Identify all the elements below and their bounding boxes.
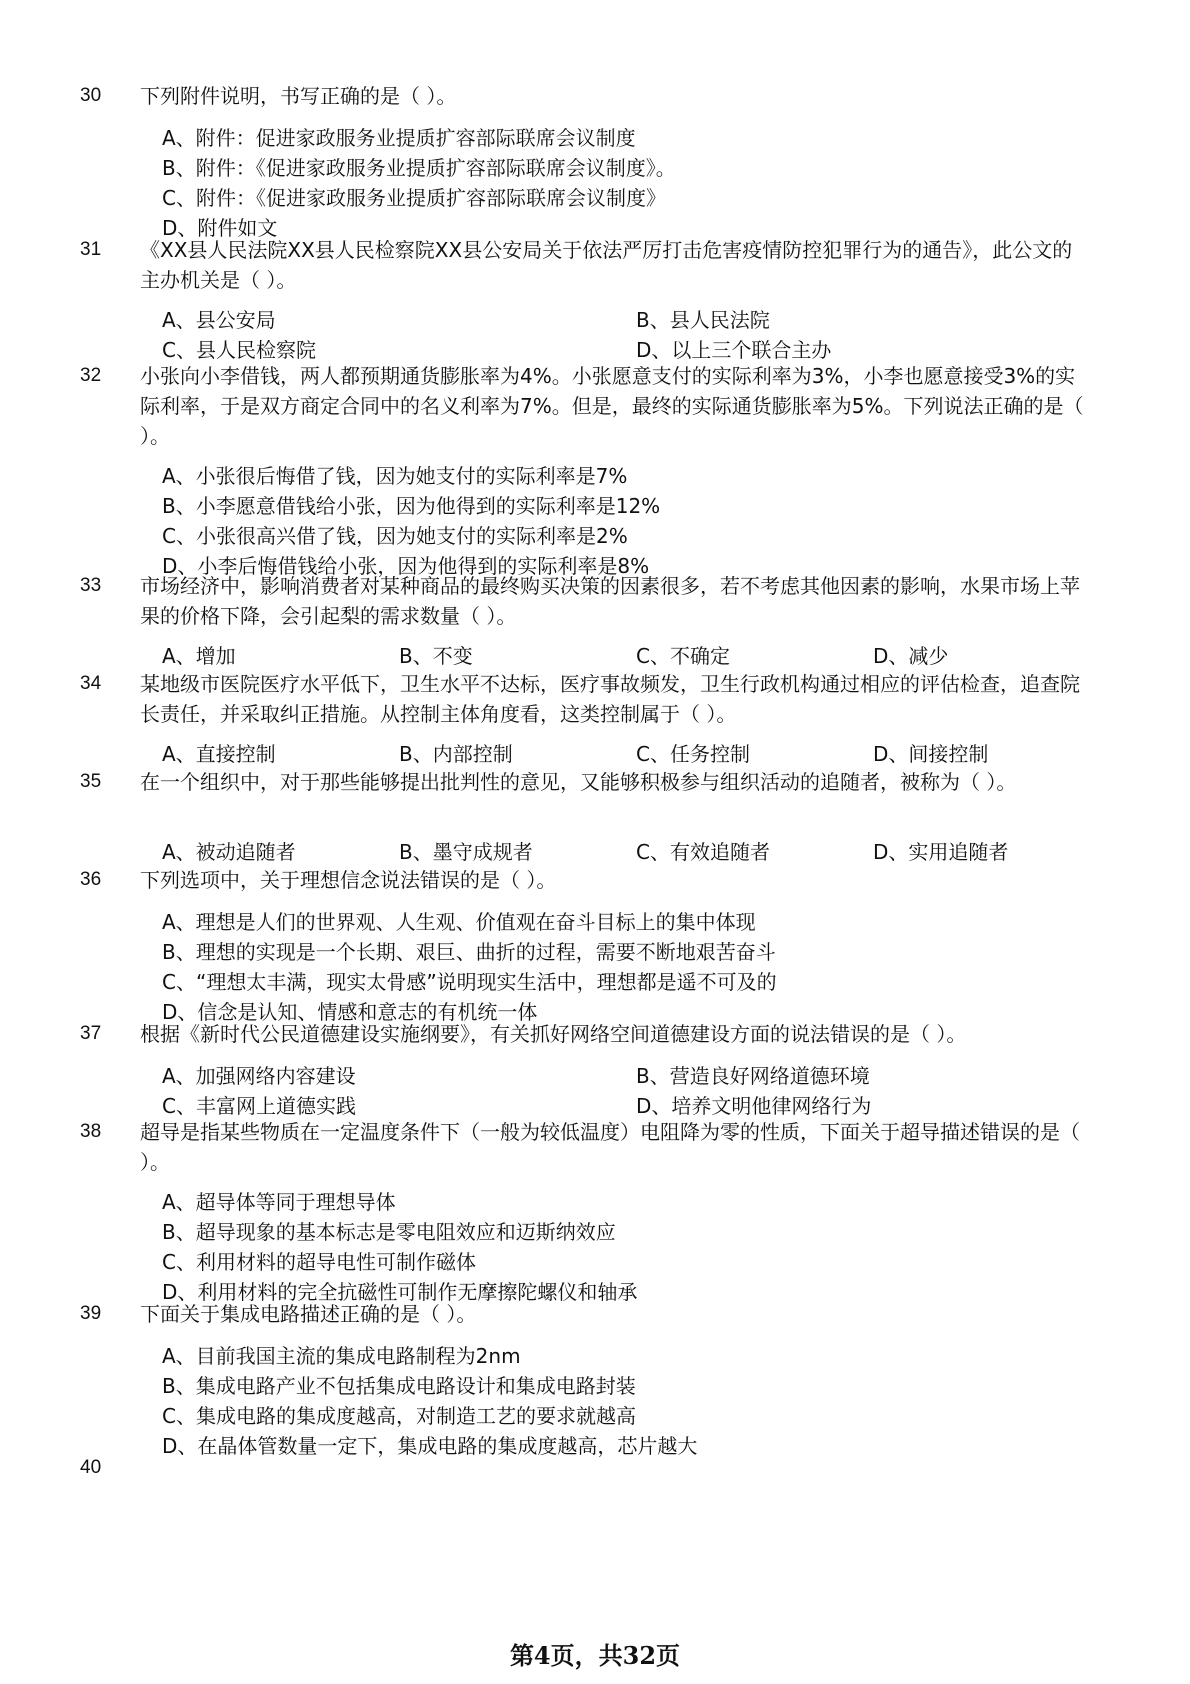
options-row [162, 739, 1122, 769]
option-b: B、集成电路产业不包括集成电路设计和集成电路封装 [162, 1374, 636, 1398]
options-row [162, 641, 1122, 671]
option-c: C、不确定 [636, 644, 730, 668]
option-b: B、不变 [399, 644, 473, 668]
option-b: B、县人民法院 [636, 308, 770, 332]
option-a: A、被动追随者 [162, 840, 296, 864]
question-number: 36 [80, 869, 102, 890]
option-a: A、目前我国主流的集成电路制程为2nm [162, 1344, 521, 1368]
page-footer: 第4页，共32页 [509, 1641, 681, 1670]
option-d: D、减少 [873, 644, 949, 668]
option-b: B、超导现象的基本标志是零电阻效应和迈斯纳效应 [162, 1220, 616, 1244]
question-stem: 下列附件说明，书写正确的是（ ）。 [140, 84, 457, 108]
options-grid [162, 305, 1122, 365]
options-row [162, 837, 1122, 867]
question-number: 32 [80, 365, 102, 386]
option-c: C、集成电路的集成度越高，对制造工艺的要求就越高 [162, 1404, 636, 1428]
question-stem: 某地级市医院医疗水平低下，卫生水平不达标，医疗事故频发，卫生行政机构通过相应的评估检查，追查院长责任，并采取纠正措施。从控制主体角度看，这类控制属于（ ）。 [140, 672, 1080, 726]
option-b: B、墨守成规者 [399, 840, 533, 864]
option-b: B、营造良好网络道德环境 [636, 1064, 870, 1088]
option-d: D、间接控制 [873, 742, 989, 766]
option-a: A、加强网络内容建设 [162, 1064, 356, 1088]
option-c: C、利用材料的超导电性可制作磁体 [162, 1250, 476, 1274]
option-c: C、有效追随者 [636, 840, 770, 864]
option-b: B、内部控制 [399, 742, 513, 766]
question-stem: 下列选项中，关于理想信念说法错误的是（ ）。 [140, 868, 557, 892]
question-stem: 《XX县人民法院XX县人民检察院XX县公安局关于依法严厉打击危害疫情防控犯罪行为的通告》，此公文的主办机关是（ ）。 [140, 238, 1073, 292]
option-b: B、附件：《促进家政服务业提质扩容部际联席会议制度》。 [162, 156, 676, 180]
option-d: D、培养文明他律网络行为 [636, 1094, 872, 1118]
option-d: D、小李后悔借钱给小张，因为他得到的实际利率是8% [162, 554, 650, 578]
option-c: C、小张很高兴借了钱，因为她支付的实际利率是2% [162, 524, 628, 548]
question-number: 31 [80, 239, 102, 260]
question-number: 35 [80, 771, 102, 792]
option-d: D、实用追随者 [873, 840, 1009, 864]
option-a: A、直接控制 [162, 742, 276, 766]
question-number: 40 [80, 1457, 102, 1478]
option-a: A、理想是人们的世界观、人生观、价值观在奋斗目标上的集中体现 [162, 910, 756, 934]
option-c: C、附件：《促进家政服务业提质扩容部际联席会议制度》 [162, 186, 666, 210]
question-stem: 下面关于集成电路描述正确的是（ ）。 [140, 1302, 477, 1326]
question-number: 38 [80, 1121, 102, 1142]
option-c: C、任务控制 [636, 742, 750, 766]
option-d: D、以上三个联合主办 [636, 338, 832, 362]
question-stem: 市场经济中，影响消费者对某种商品的最终购买决策的因素很多，若不考虑其他因素的影响，水果市场上苹果的价格下降，会引起梨的需求数量（ ）。 [140, 574, 1080, 628]
option-d: D、信念是认知、情感和意志的有机统一体 [162, 1000, 538, 1024]
option-c: C、丰富网上道德实践 [162, 1094, 356, 1118]
option-b: B、小李愿意借钱给小张，因为他得到的实际利率是12% [162, 494, 661, 518]
options-grid [162, 1061, 1122, 1121]
question-number: 37 [80, 1023, 102, 1044]
question-number: 39 [80, 1303, 102, 1324]
question-stem: 在一个组织中，对于那些能够提出批判性的意见，又能够积极参与组织活动的追随者，被称为（ ）。 [140, 770, 1017, 794]
options-list [162, 1341, 1122, 1461]
question-number: 30 [80, 85, 102, 106]
question-number: 33 [80, 575, 102, 596]
option-c: C、“理想太丰满，现实太骨感”说明现实生活中，理想都是遥不可及的 [162, 970, 777, 994]
option-b: B、理想的实现是一个长期、艰巨、曲折的过程，需要不断地艰苦奋斗 [162, 940, 776, 964]
option-c: C、县人民检察院 [162, 338, 316, 362]
option-a: A、增加 [162, 644, 236, 668]
question-stem: 超导是指某些物质在一定温度条件下（一般为较低温度）电阻降为零的性质，下面关于超导描述错误的是（ ）。 [140, 1120, 1080, 1174]
option-d: D、在晶体管数量一定下，集成电路的集成度越高，芯片越大 [162, 1434, 698, 1458]
option-d: D、利用材料的完全抗磁性可制作无摩擦陀螺仪和轴承 [162, 1280, 638, 1304]
options-list [162, 1187, 1122, 1307]
option-a: A、县公安局 [162, 308, 276, 332]
question-stem: 根据《新时代公民道德建设实施纲要》，有关抓好网络空间道德建设方面的说法错误的是（ ）。 [140, 1022, 967, 1046]
question-number: 34 [80, 673, 102, 694]
question-stem: 小张向小李借钱，两人都预期通货膨胀率为4%。小张愿意支付的实际利率为3%，小李也愿意接受3%的实际利率，于是双方商定合同中的名义利率为7%。但是，最终的实际通货膨胀率为5%。下列说法正确的是（ ）。 [140, 364, 1084, 448]
option-a: A、附件：促进家政服务业提质扩容部际联席会议制度 [162, 126, 636, 150]
options-list [162, 461, 1122, 581]
option-a: A、超导体等同于理想导体 [162, 1190, 396, 1214]
options-list [162, 907, 1122, 1027]
option-a: A、小张很后悔借了钱，因为她支付的实际利率是7% [162, 464, 628, 488]
option-d: D、附件如文 [162, 216, 278, 240]
options-list [162, 123, 1122, 243]
